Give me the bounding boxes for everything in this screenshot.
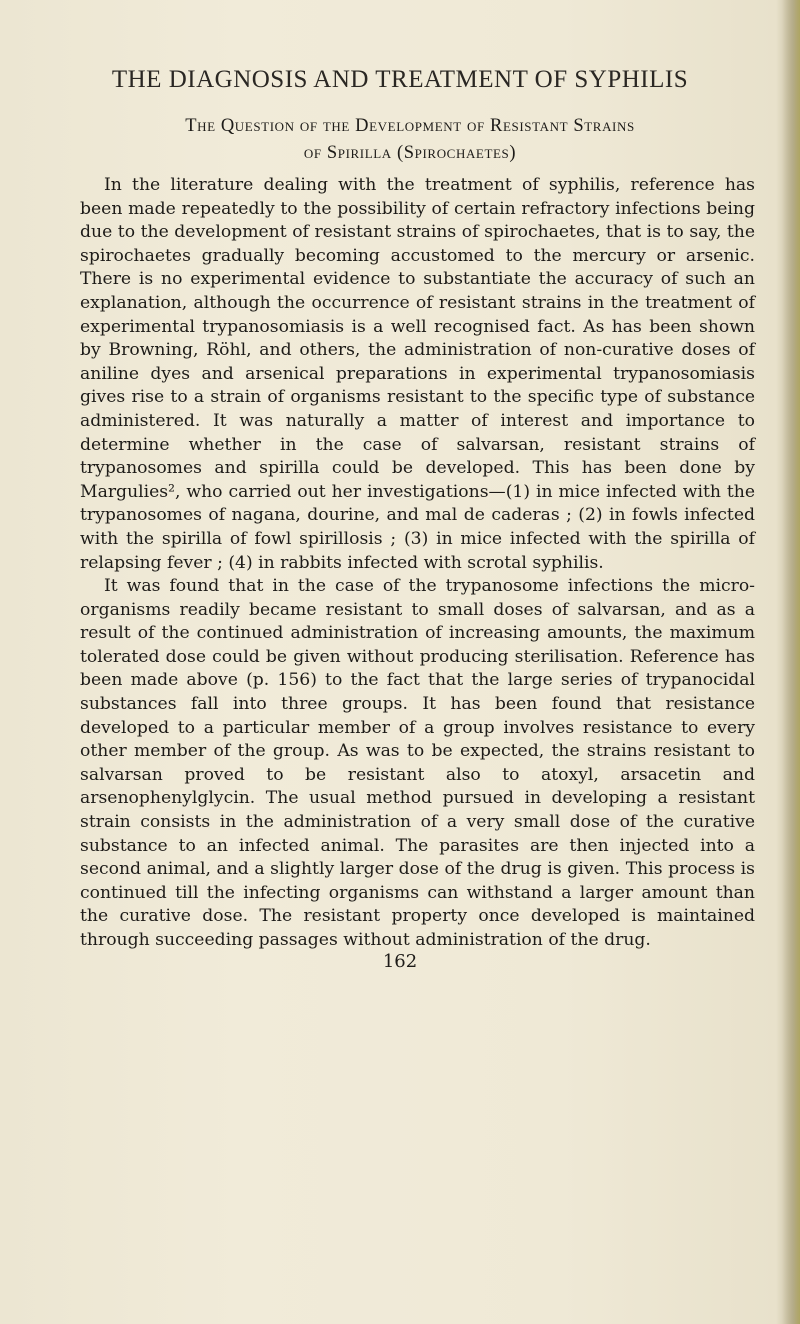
- section-heading: [80, 113, 740, 167]
- body-text: [80, 174, 755, 953]
- section-heading-line-2: of Spirilla (Spirochaetes): [303, 143, 517, 163]
- running-head: THE DIAGNOSIS AND TREATMENT OF SYPHILIS: [111, 66, 689, 93]
- page-number: 162: [382, 951, 418, 972]
- section-heading-line-1: The Question of the Development of Resistant Strains: [185, 116, 635, 136]
- paragraph-1: In the literature dealing with the treatment of syphilis, reference has been made repeatedly to the possibility of certain refractory infections being due to the development of resistant strains of spirochaetes, that is to say, the spirochaetes gradually becoming accustomed to the mercury or arsenic. There is no experimental evidence to substantiate the accuracy of such an explanation, although the occurrence of resistant strains in the treatment of experimental trypanosomiasis is a well recognised fact. As has been shown by Browning, Röhl, and others, the administration of non-curative doses of aniline dyes and arsenical preparations in experimental trypanosomiasis gives rise to a strain of organisms resistant to the specific type of substance administered. It was naturally a matter of interest and importance to determine whether in the case of salvarsan, resistant strains of trypanosomes and spirilla could be developed. This has been done by Margulies², who carried out her investigations—(1) in mice infected with the trypanosomes of nagana, dourine, and mal de caderas ; (2) in fowls infected with the spirilla of fowl spirillosis ; (3) in mice infected with the spirilla of relapsing fever ; (4) in rabbits infected with scrotal syphilis.: [80, 175, 755, 573]
- paragraph-2: It was found that in the case of the trypanosome infections the micro-organisms readily became resistant to small doses of salvarsan, and as a result of the continued administration of increasing amounts, the maximum tolerated dose could be given without producing sterilisation. Reference has been made above (p. 156) to the fact that the large series of trypanocidal substances fall into three groups. It has been found that resistance developed to a particular member of a group involves resistance to every other member of the group. As was to be expected, the strains resistant to salvarsan proved to be resistant also to atoxyl, arsacetin and arsenophenylglycin. The usual method pursued in developing a resistant strain consists in the administration of a very small dose of the curative substance to an infected animal. The parasites are then injected into a second animal, and a slightly larger dose of the drug is given. This process is continued till the infecting organisms can withstand a larger amount than the curative dose. The resistant property once developed is maintained through succeeding passages without administration of the drug.: [80, 576, 755, 950]
- page-edge-shadow: [782, 0, 800, 1324]
